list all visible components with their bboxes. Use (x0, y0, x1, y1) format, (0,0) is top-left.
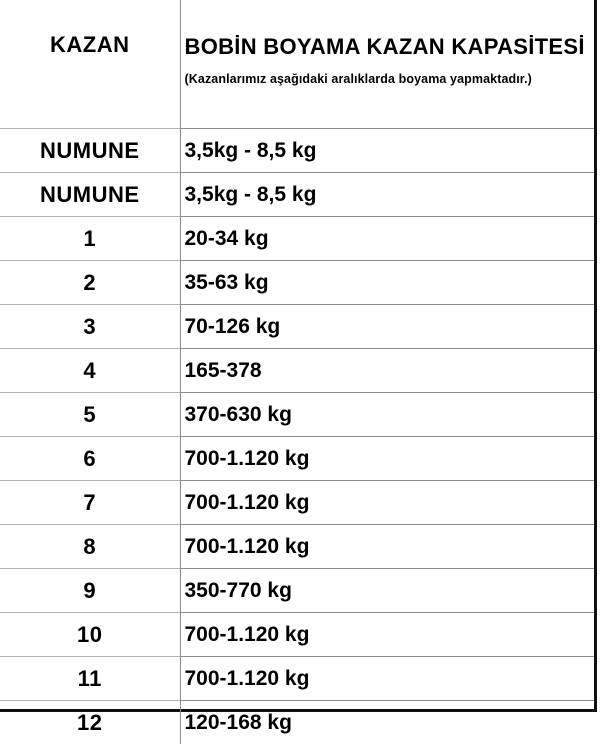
kazan-cell: 2 (0, 261, 180, 305)
table-row (0, 261, 594, 305)
kazan-cell: 4 (0, 349, 180, 393)
table-row (0, 481, 594, 525)
capacity-cell: 3,5kg - 8,5 kg (180, 173, 594, 217)
table-row (0, 525, 594, 569)
table-row (0, 569, 594, 613)
table-row (0, 657, 594, 701)
table-row (0, 349, 594, 393)
kazan-cell: 9 (0, 569, 180, 613)
table-row (0, 173, 594, 217)
capacity-cell: 700-1.120 kg (180, 657, 594, 701)
table-subtitle: (Kazanlarımız aşağıdaki aralıklarda boyama yapmaktadır.) (185, 72, 595, 86)
table-row (0, 701, 594, 744)
capacity-cell: 350-770 kg (180, 569, 594, 613)
kazan-cell: NUMUNE (0, 173, 180, 217)
capacity-cell: 370-630 kg (180, 393, 594, 437)
capacity-cell: 70-126 kg (180, 305, 594, 349)
capacity-column-header (180, 0, 594, 129)
table-row (0, 437, 594, 481)
capacity-cell: 700-1.120 kg (180, 525, 594, 569)
capacity-cell: 35-63 kg (180, 261, 594, 305)
table-title: BOBİN BOYAMA KAZAN KAPASİTESİ (185, 34, 595, 60)
kazan-cell: 5 (0, 393, 180, 437)
table-row (0, 613, 594, 657)
capacity-cell: 20-34 kg (180, 217, 594, 261)
table-row (0, 305, 594, 349)
kazan-cell: 3 (0, 305, 180, 349)
kazan-cell: 7 (0, 481, 180, 525)
capacity-cell: 3,5kg - 8,5 kg (180, 129, 594, 173)
kazan-cell: 10 (0, 613, 180, 657)
capacity-cell: 120-168 kg (180, 701, 594, 744)
kazan-cell: 12 (0, 701, 180, 744)
kazan-column-header: KAZAN (0, 0, 180, 129)
table-row (0, 217, 594, 261)
kazan-cell: NUMUNE (0, 129, 180, 173)
header-row (0, 0, 594, 129)
table-row (0, 129, 594, 173)
kazan-cell: 8 (0, 525, 180, 569)
capacity-cell: 700-1.120 kg (180, 481, 594, 525)
table-row (0, 393, 594, 437)
capacity-cell: 700-1.120 kg (180, 613, 594, 657)
kazan-cell: 1 (0, 217, 180, 261)
kazan-cell: 11 (0, 657, 180, 701)
capacity-cell: 165-378 (180, 349, 594, 393)
kazan-cell: 6 (0, 437, 180, 481)
capacity-cell: 700-1.120 kg (180, 437, 594, 481)
